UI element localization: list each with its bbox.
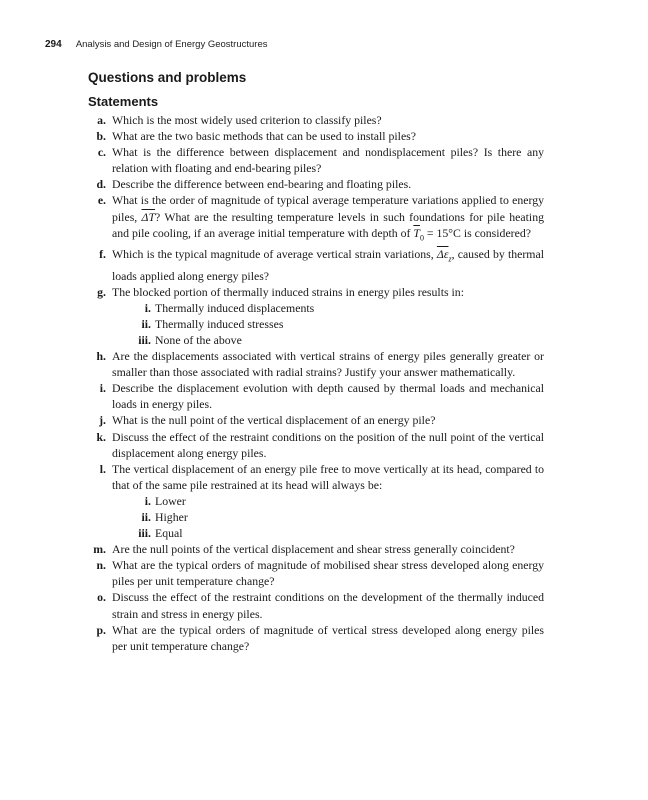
- option-text: None of the above: [155, 332, 242, 347]
- question-h: [88, 348, 544, 380]
- question-b: [88, 128, 544, 144]
- question-text-part: ? What are the resulting temperature levels in such foundations for pile heating and pile cooling, if an average initial temperature with depth of: [112, 209, 544, 240]
- question-label: b.: [96, 129, 106, 144]
- question-label: o.: [97, 590, 106, 605]
- question-f: [88, 246, 544, 284]
- question-text: Describe the displacement evolution with depth caused by thermal loads and mechanical loads in energy piles.: [112, 381, 544, 412]
- question-d: [88, 176, 544, 192]
- option-item: [135, 316, 544, 332]
- option-item: [135, 525, 544, 541]
- option-label: ii.: [141, 509, 151, 524]
- question-text: Which is the most widely used criterion to classify piles?: [112, 113, 382, 127]
- question-g: [88, 284, 544, 348]
- question-label: n.: [96, 558, 106, 573]
- question-label: k.: [96, 429, 106, 444]
- question-text: [112, 246, 544, 284]
- question-label: e.: [97, 193, 106, 208]
- question-text: What is the difference between displacement and nondisplacement piles? Is there any relation with floating and end-bearing piles?: [112, 145, 544, 176]
- question-text-part: What is the order of magnitude of typical average temperature variations applied to energy piles,: [112, 193, 544, 224]
- question-text: The vertical displacement of an energy pile free to move vertically at its head, compared to that of the same pile restrained at its head will always be:: [112, 461, 544, 492]
- option-label: ii.: [141, 316, 151, 331]
- question-label: l.: [99, 461, 106, 476]
- section-title: Questions and problems: [88, 70, 247, 85]
- option-list: [112, 493, 544, 541]
- question-label: p.: [96, 622, 106, 637]
- option-item: [135, 509, 544, 525]
- option-text: Higher: [155, 509, 188, 524]
- question-text: What are the typical orders of magnitude of vertical stress developed along energy piles per unit temperature change?: [112, 622, 544, 653]
- option-label: iii.: [138, 526, 151, 541]
- question-j: [88, 412, 544, 428]
- question-label: m.: [93, 542, 106, 557]
- question-n: [88, 557, 544, 589]
- question-text: Describe the difference between end-bearing and floating piles.: [112, 177, 412, 192]
- running-title: Analysis and Design of Energy Geostructures: [75, 39, 268, 50]
- question-e: [88, 192, 544, 246]
- question-text-part: = 15°C is considered?: [423, 225, 531, 240]
- subsection-title: Statements: [88, 94, 159, 109]
- question-label: i.: [99, 381, 106, 396]
- question-label: j.: [99, 413, 106, 428]
- question-c: [88, 144, 544, 176]
- question-label: c.: [97, 145, 106, 160]
- math-t-zero: $\overline{T}$: [413, 225, 420, 240]
- option-item: [135, 493, 544, 509]
- question-a: [88, 112, 544, 128]
- running-head: [45, 39, 268, 50]
- question-label: g.: [97, 284, 106, 299]
- question-text: The blocked portion of thermally induced strains in energy piles results in:: [112, 284, 464, 299]
- math-delta-epsilon: $\overline{\Delta\varepsilon}$: [436, 247, 449, 262]
- question-text-part: Which is the typical magnitude of average vertical strain variations,: [112, 247, 437, 262]
- option-text: Equal: [155, 526, 183, 541]
- question-text: What are the typical orders of magnitude of mobilised shear stress developed along energy piles per unit temperature change?: [112, 558, 544, 589]
- question-text: What are the two basic methods that can be used to install piles?: [112, 129, 417, 144]
- question-text: [112, 192, 544, 246]
- option-text: Thermally induced stresses: [155, 316, 284, 331]
- question-label: h.: [96, 349, 106, 364]
- page-content: [88, 70, 544, 654]
- option-item: [135, 332, 544, 348]
- question-i: [88, 380, 544, 412]
- question-label: d.: [96, 177, 106, 192]
- question-l: [88, 461, 544, 541]
- option-label: i.: [144, 300, 151, 315]
- math-delta-t: $\overline{\Delta T}$: [141, 209, 156, 224]
- question-text: Are the null points of the vertical displacement and shear stress generally coincident?: [112, 542, 515, 557]
- question-k: [88, 429, 544, 461]
- question-label: a.: [97, 113, 106, 127]
- option-text: Lower: [155, 493, 186, 508]
- page-number: 294: [45, 39, 62, 50]
- option-text: Thermally induced displacements: [155, 300, 315, 315]
- question-p: [88, 622, 544, 654]
- question-text-part: , caused by thermal loads applied along energy piles?: [112, 247, 544, 283]
- question-label: f.: [99, 247, 106, 262]
- option-list: [112, 300, 544, 348]
- option-label: iii.: [138, 332, 151, 347]
- question-text: Discuss the effect of the restraint conditions on the development of the thermally induced strain and stress in energy piles.: [112, 590, 544, 621]
- question-list: [88, 112, 544, 654]
- question-o: [88, 589, 544, 621]
- math-subscript: 0: [419, 233, 424, 243]
- question-text: What is the null point of the vertical displacement of an energy pile?: [112, 413, 436, 428]
- question-text: Discuss the effect of the restraint conditions on the position of the null point of the vertical displacement along energy piles.: [112, 429, 544, 460]
- option-label: i.: [144, 493, 151, 508]
- question-text: Are the displacements associated with vertical strains of energy piles generally greater or smaller than those associated with radial strains? Justify your answer mathematically.: [112, 349, 544, 380]
- option-item: [135, 300, 544, 316]
- question-m: [88, 541, 544, 557]
- math-subscript: z: [448, 254, 452, 264]
